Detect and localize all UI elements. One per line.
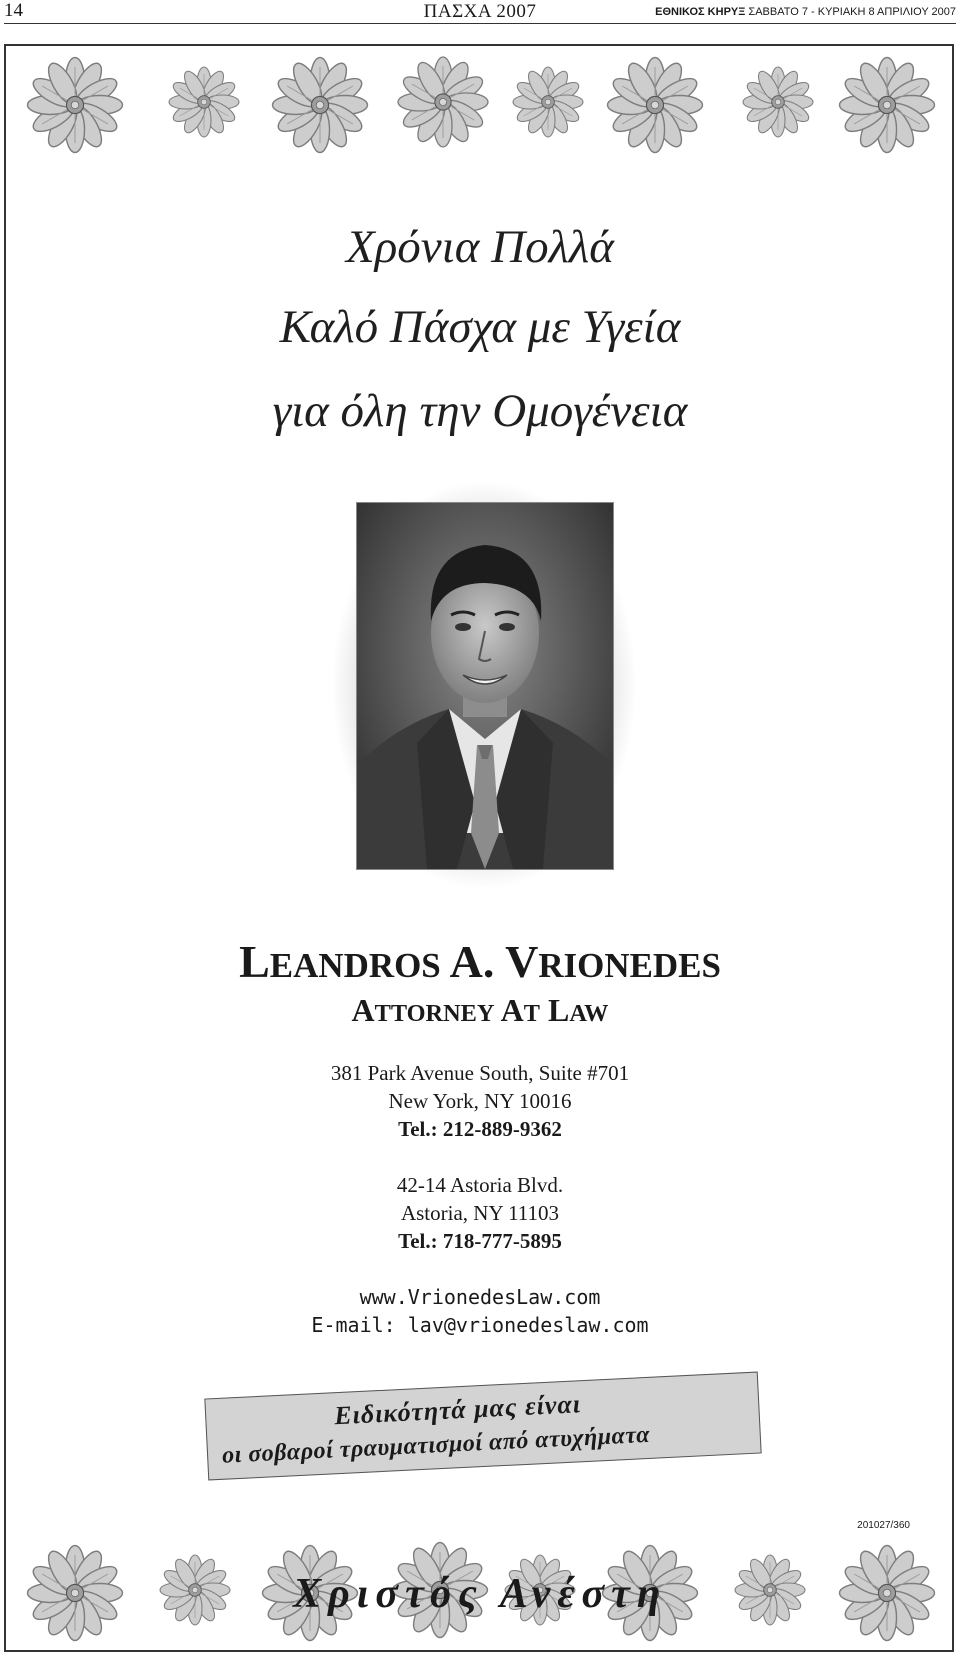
office1-city: New York, NY 10016: [388, 1089, 572, 1113]
flower-icon: [398, 57, 488, 147]
office2-city: Astoria, NY 11103: [400, 1201, 560, 1225]
closing-greeting: Χριστός Ανέστη: [293, 1571, 667, 1617]
name-last-initial: V: [505, 936, 539, 987]
name-last: RIONEDES: [538, 946, 721, 985]
page-number: 14: [4, 0, 23, 21]
greeting-line-1: Χρόνια Πολλά: [346, 221, 614, 273]
flower-icon: [273, 57, 368, 152]
name-first: EANDROS: [269, 946, 441, 985]
office2-phone: Tel.: 718-777-5895: [398, 1229, 562, 1253]
title-initial-3: L: [547, 992, 570, 1028]
portrait-image: [356, 502, 614, 870]
email-link[interactable]: E-mail: lav@vrionedeslaw.com: [311, 1313, 649, 1337]
flower-icon: [743, 67, 813, 137]
attorney-name: [0, 935, 960, 988]
title-word-2: T: [523, 1000, 540, 1027]
greeting-line-2: Καλό Πάσχα με Υγεία: [279, 301, 681, 353]
flower-icon: [513, 67, 583, 137]
office1-phone: Tel.: 212-889-9362: [398, 1117, 562, 1141]
issue-date: ΣΑΒΒΑΤΟ 7 - ΚΥΡΙΑΚΗ 8 ΑΠΡΙΛΙΟΥ 2007: [748, 6, 956, 18]
paper-name: ΕΘΝΙΚΟΣ ΚΗΡΥΞ: [655, 6, 746, 18]
portrait-photo: [356, 502, 612, 868]
name-initial: L: [239, 936, 270, 987]
flower-icon: [608, 57, 703, 152]
section-title: ΠΑΣΧΑ 2007: [423, 1, 537, 22]
title-word-1: TTORNEY: [374, 1000, 495, 1027]
name-middle: A.: [449, 936, 495, 987]
page-header: [0, 0, 960, 26]
attorney-title: [0, 992, 960, 1029]
ad-code: 201027/360: [857, 1520, 910, 1531]
greeting-line-3: για όλη την Ομογένεια: [272, 385, 688, 437]
title-word-3: AW: [569, 1000, 609, 1027]
office1-address: 381 Park Avenue South, Suite #701: [330, 1061, 630, 1085]
flower-icon: [169, 67, 239, 137]
title-initial-2: A: [500, 992, 524, 1028]
flower-icon: [840, 57, 935, 152]
flower-icon: [27, 57, 122, 152]
specialty-line-1: Ειδικότητά μας είναι: [333, 1389, 582, 1431]
office2-address: 42-14 Astoria Blvd.: [396, 1173, 564, 1197]
website-link[interactable]: www.VrionedesLaw.com: [359, 1285, 601, 1309]
masthead: [655, 6, 956, 18]
specialty-line-2: οι σοβαροί τραυματισμοί από ατυχήματα: [221, 1421, 651, 1469]
title-initial-1: A: [351, 992, 375, 1028]
top-flower-border: [0, 50, 960, 160]
header-rule: [4, 23, 956, 24]
